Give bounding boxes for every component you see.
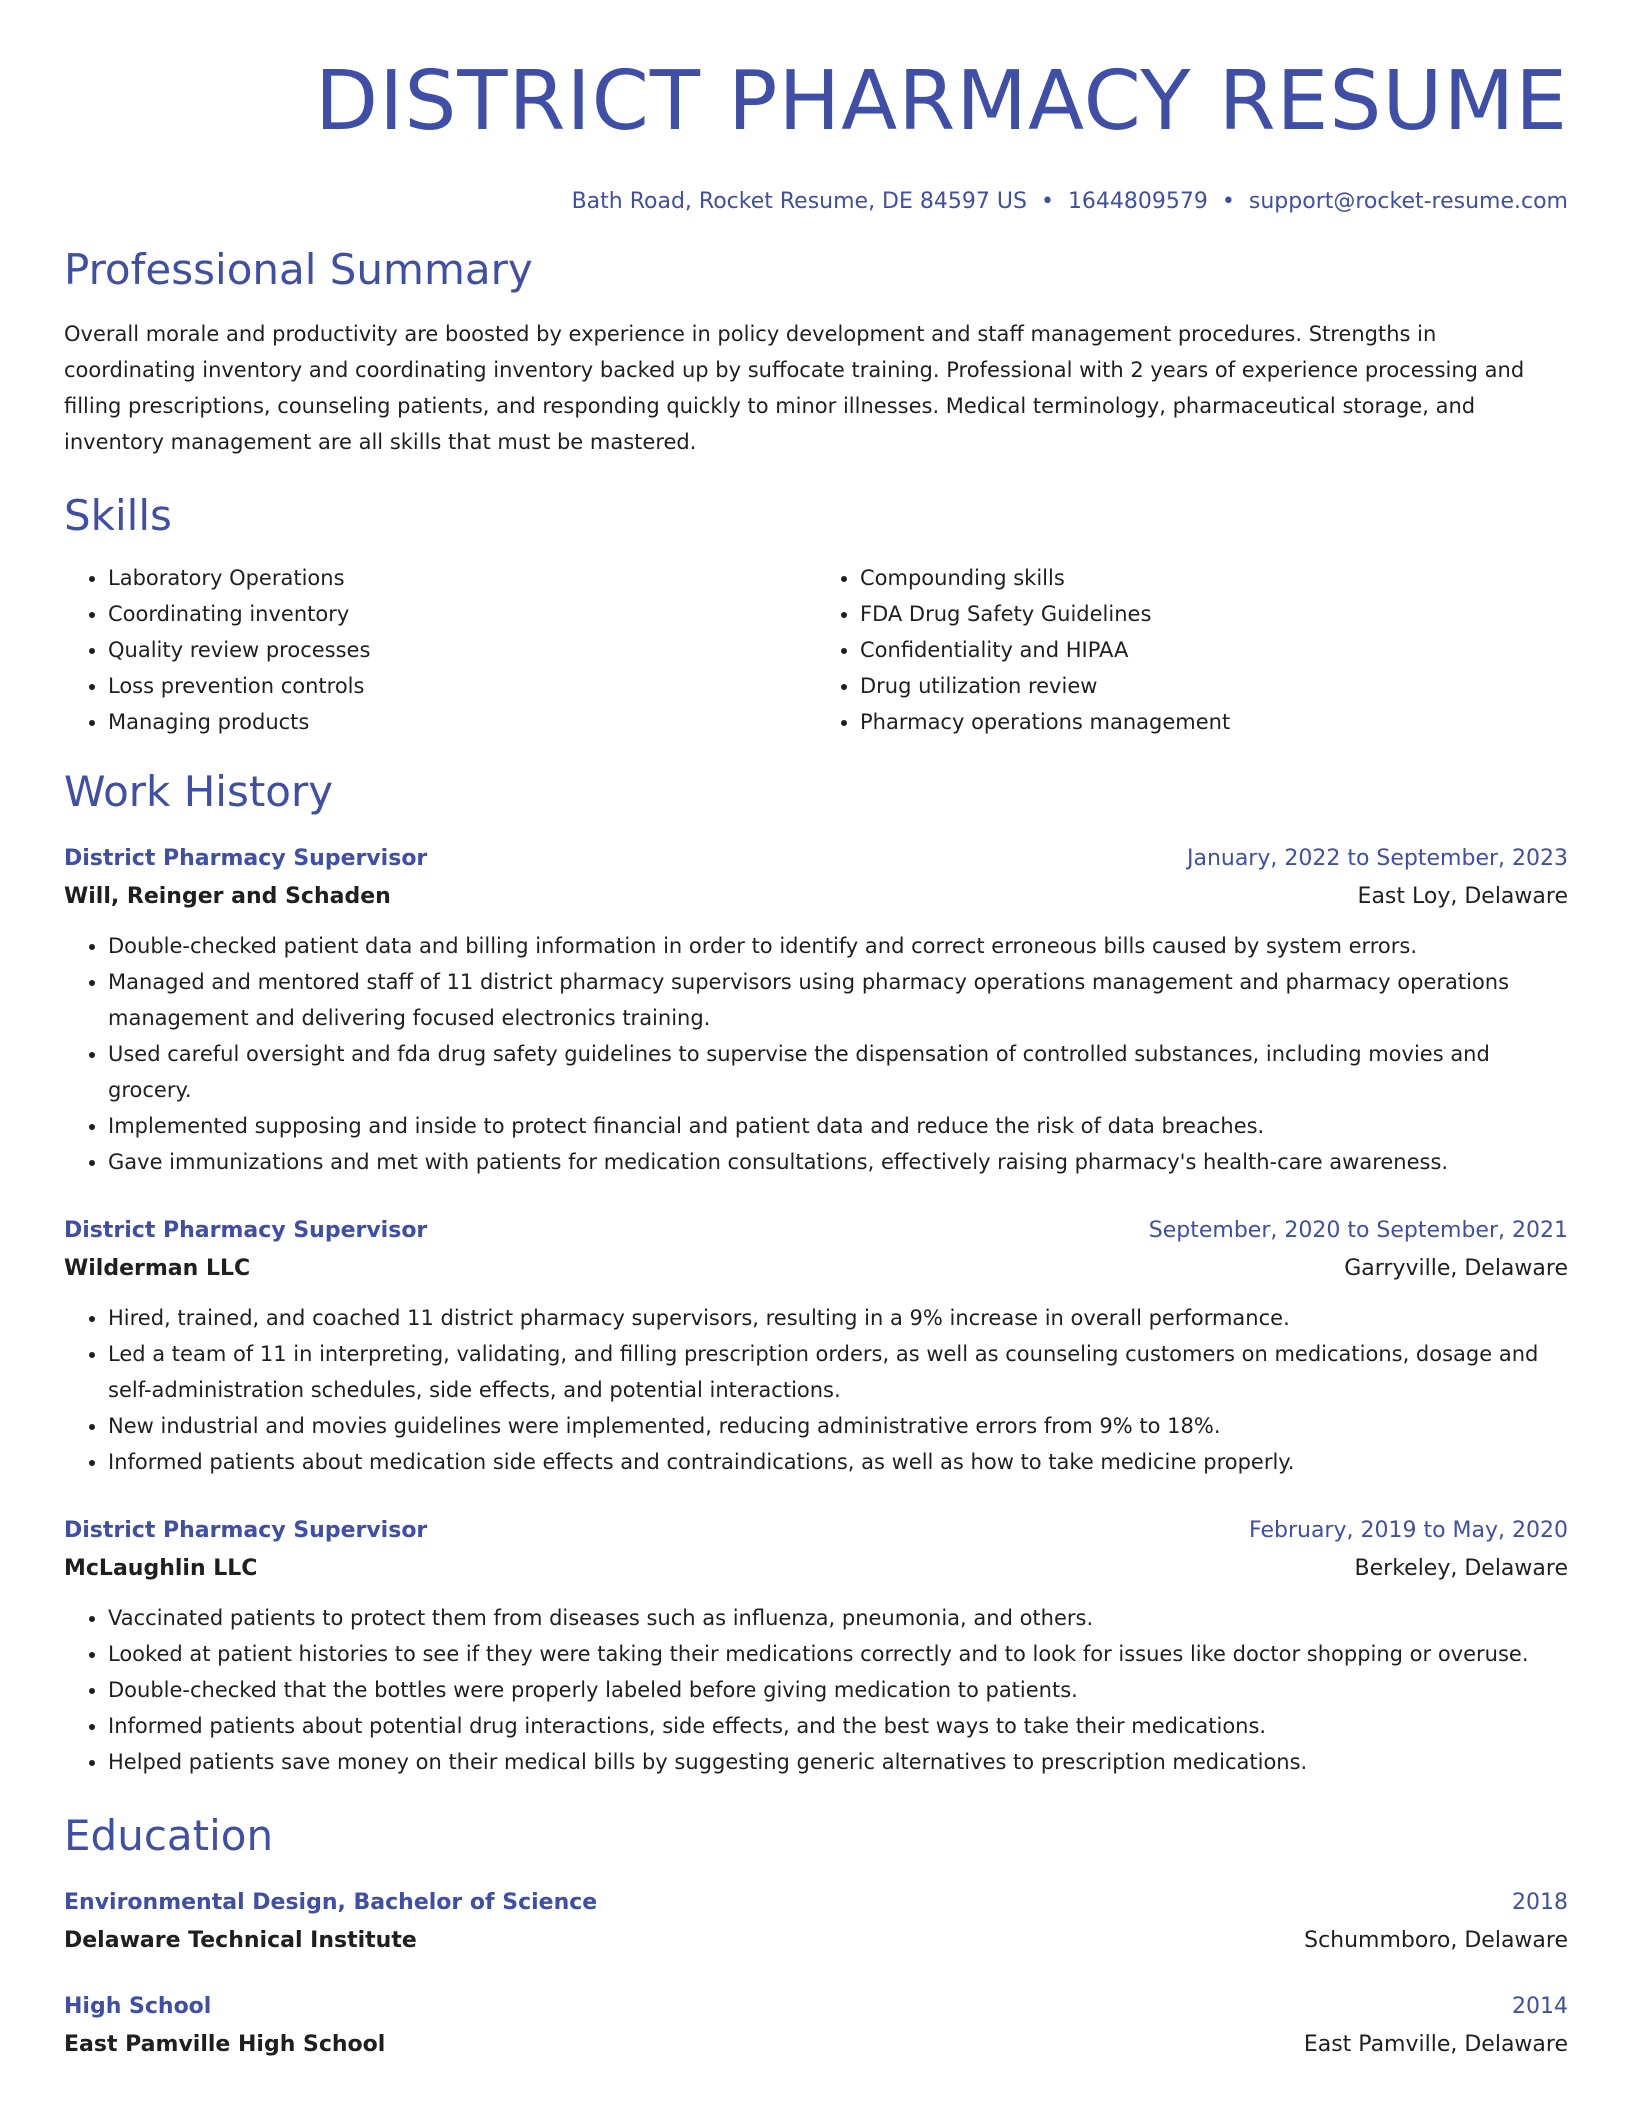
education-degree-row xyxy=(64,1884,1568,1922)
job-bullet: • Vaccinated patients to protect them from diseases such as influenza, pneumonia, and others. xyxy=(108,1600,1568,1636)
job-entry xyxy=(64,1512,1568,1780)
contact-line xyxy=(64,188,1568,216)
job-bullets xyxy=(64,1300,1568,1480)
skill-item: • FDA Drug Safety Guidelines xyxy=(860,596,1568,632)
job-company-row xyxy=(64,1250,1568,1288)
education-degree-row xyxy=(64,1988,1568,2026)
education-degree: Environmental Design, Bachelor of Science xyxy=(64,1890,598,1915)
job-bullets xyxy=(64,928,1568,1180)
skill-item: • Laboratory Operations xyxy=(108,560,816,596)
job-bullet: • Hired, trained, and coached 11 district pharmacy supervisors, resulting in a 9% increase in overall performance. xyxy=(108,1300,1568,1336)
job-bullet: • Helped patients save money on their medical bills by suggesting generic alternatives to prescription medications. xyxy=(108,1744,1568,1780)
skill-item: • Coordinating inventory xyxy=(108,596,816,632)
job-bullet: • Gave immunizations and met with patients for medication consultations, effectively raising pharmacy's health-care awareness. xyxy=(108,1144,1568,1180)
job-bullet: • Double-checked that the bottles were properly labeled before giving medication to patients. xyxy=(108,1672,1568,1708)
summary-text: Overall morale and productivity are boosted by experience in policy development and staff management procedures. Strengths in coordinating inventory and coordinating inventory backed up by suffocate training. Professional with 2 years of experience processing and filling prescriptions, counseling patients, and responding quickly to minor illnesses. Medical terminology, pharmaceutical storage, and inventory management are all skills that must be mastered. xyxy=(64,322,1525,454)
education-degree: High School xyxy=(64,1994,212,2019)
skill-item: • Quality review processes xyxy=(108,632,816,668)
skill-item: • Compounding skills xyxy=(860,560,1568,596)
job-dates: September, 2020 to September, 2021 xyxy=(1148,1218,1568,1243)
skill-item: • Pharmacy operations management xyxy=(860,704,1568,740)
job-company: Wilderman LLC xyxy=(64,1256,251,1281)
education-school-row xyxy=(64,2026,1568,2064)
job-location: Garryville, Delaware xyxy=(1344,1256,1568,1281)
job-bullet: • Informed patients about medication side effects and contraindications, as well as how to take medicine properly. xyxy=(108,1444,1568,1480)
skill-item: • Managing products xyxy=(108,704,816,740)
job-location: East Loy, Delaware xyxy=(1357,884,1568,909)
skill-item: • Loss prevention controls xyxy=(108,668,816,704)
contact-separator: • xyxy=(1221,189,1235,214)
job-bullet: • New industrial and movies guidelines were implemented, reducing administrative errors from 9% to 18%. xyxy=(108,1408,1568,1444)
job-entry xyxy=(64,1212,1568,1480)
job-title: District Pharmacy Supervisor xyxy=(64,1518,428,1543)
education-school: Delaware Technical Institute xyxy=(64,1928,417,1953)
job-header-row xyxy=(64,1212,1568,1250)
job-dates: January, 2022 to September, 2023 xyxy=(1186,846,1568,871)
job-company-row xyxy=(64,1550,1568,1588)
job-bullets xyxy=(64,1600,1568,1780)
phone-text: 1644809579 xyxy=(1067,189,1208,214)
job-header-row xyxy=(64,1512,1568,1550)
work-history-heading: Work History xyxy=(64,767,334,816)
job-location: Berkeley, Delaware xyxy=(1354,1556,1568,1581)
job-company: McLaughlin LLC xyxy=(64,1556,258,1581)
work-history-section xyxy=(64,766,1568,1780)
job-bullet: • Managed and mentored staff of 11 district pharmacy supervisors using pharmacy operations management and pharmacy operations management and delivering focused electronics training. xyxy=(108,964,1568,1036)
job-bullet: • Double-checked patient data and billing information in order to identify and correct erroneous bills caused by system errors. xyxy=(108,928,1568,964)
skill-item: • Drug utilization review xyxy=(860,668,1568,704)
job-company: Will, Reinger and Schaden xyxy=(64,884,391,909)
education-section xyxy=(64,1810,1568,2064)
skills-section xyxy=(64,490,1568,740)
job-bullet: • Led a team of 11 in interpreting, validating, and filling prescription orders, as well as counseling customers on medications, dosage and self-administration schedules, side effects, and potential interactions. xyxy=(108,1336,1568,1408)
job-company-row xyxy=(64,878,1568,916)
skills-list-left xyxy=(64,560,816,740)
job-entry xyxy=(64,840,1568,1180)
summary-heading: Professional Summary xyxy=(64,245,533,294)
job-title: District Pharmacy Supervisor xyxy=(64,1218,428,1243)
education-heading: Education xyxy=(64,1811,274,1860)
skills-heading: Skills xyxy=(64,491,172,540)
education-year: 2014 xyxy=(1512,1994,1568,2019)
job-bullet: • Implemented supposing and inside to protect financial and patient data and reduce the risk of data breaches. xyxy=(108,1108,1568,1144)
resume-name: DISTRICT PHARMACY RESUME xyxy=(315,54,1568,149)
skill-item: • Confidentiality and HIPAA xyxy=(860,632,1568,668)
job-title: District Pharmacy Supervisor xyxy=(64,846,428,871)
job-bullet: • Looked at patient histories to see if they were taking their medications correctly and to look for issues like doctor shopping or overuse. xyxy=(108,1636,1568,1672)
job-bullet: • Used careful oversight and fda drug safety guidelines to supervise the dispensation of controlled substances, including movies and grocery. xyxy=(108,1036,1568,1108)
skills-list-right xyxy=(816,560,1568,740)
education-school-row xyxy=(64,1922,1568,1960)
job-dates: February, 2019 to May, 2020 xyxy=(1249,1518,1568,1543)
education-year: 2018 xyxy=(1512,1890,1568,1915)
address-text: Bath Road, Rocket Resume, DE 84597 US xyxy=(571,189,1027,214)
contact-separator: • xyxy=(1040,189,1054,214)
summary-section xyxy=(64,244,1568,460)
education-location: Schummboro, Delaware xyxy=(1304,1928,1568,1953)
resume-header xyxy=(64,0,1568,216)
email-link[interactable]: support@rocket-resume.com xyxy=(1248,189,1568,214)
education-location: East Pamville, Delaware xyxy=(1303,2032,1568,2057)
job-header-row xyxy=(64,840,1568,878)
education-school: East Pamville High School xyxy=(64,2032,386,2057)
skills-columns xyxy=(64,560,1568,740)
education-entry xyxy=(64,1884,1568,1960)
job-bullet: • Informed patients about potential drug interactions, side effects, and the best ways to take their medications. xyxy=(108,1708,1568,1744)
education-entry xyxy=(64,1988,1568,2064)
